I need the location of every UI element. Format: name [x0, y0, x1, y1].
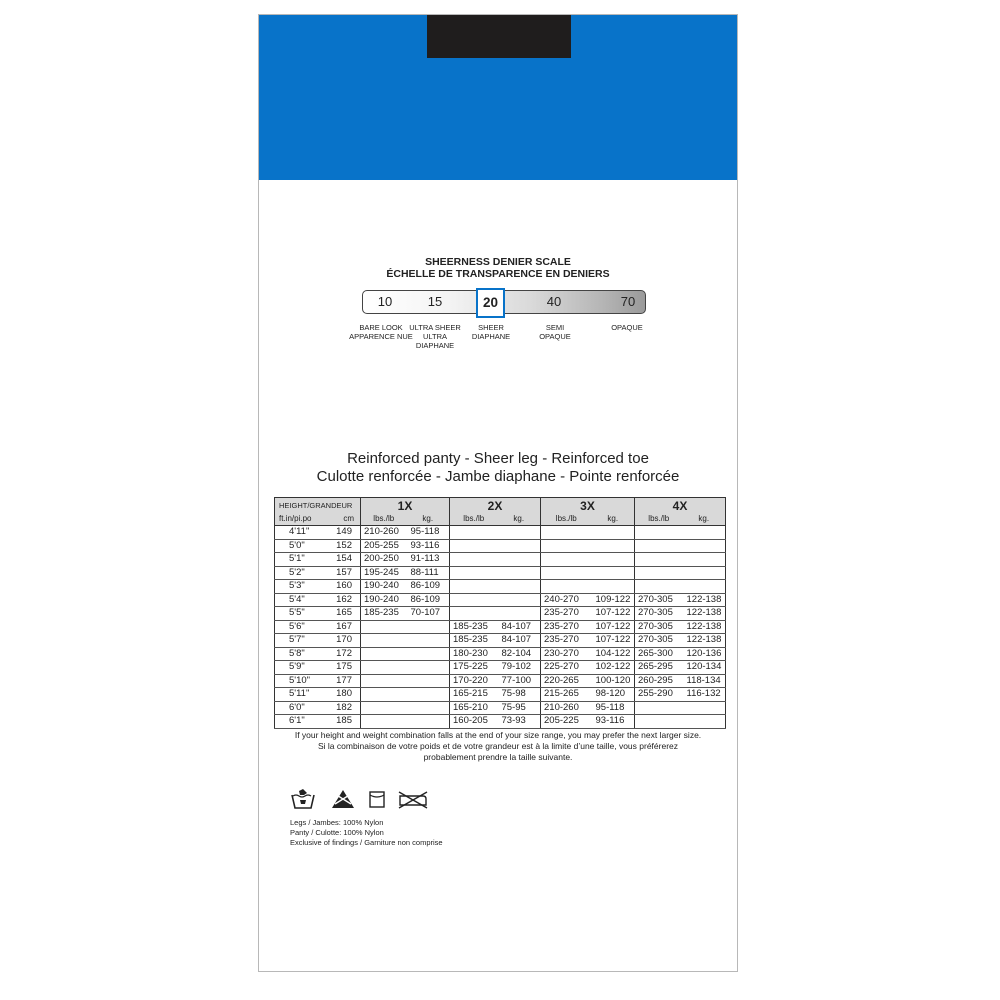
- fiber-content-panty: Panty / Culotte: 100% Nylon: [290, 828, 384, 837]
- table-cell: 5'10": [275, 674, 333, 688]
- table-row: [275, 661, 726, 675]
- denier-value: 70: [620, 294, 636, 309]
- table-cell: 79-102: [498, 661, 541, 675]
- table-cell: [407, 620, 450, 634]
- table-cell: 255-290: [635, 688, 683, 702]
- table-title-fr: Culotte renforcée - Jambe diaphane - Pointe renforcée: [316, 468, 680, 485]
- table-cell: 95-118: [407, 526, 450, 540]
- table-cell: 210-260: [361, 526, 407, 540]
- denier-value: 15: [427, 294, 443, 309]
- scale-title-fr: ÉCHELLE DE TRANSPARENCE EN DENIERS: [386, 268, 610, 280]
- table-row: [275, 580, 726, 594]
- table-cell: [407, 715, 450, 729]
- table-cell: [635, 580, 683, 594]
- table-cell: 160-205: [450, 715, 498, 729]
- table-row: [275, 674, 726, 688]
- table-cell: [450, 566, 498, 580]
- table-cell: 190-240: [361, 580, 407, 594]
- table-cell: [635, 715, 683, 729]
- table-cell: 75-98: [498, 688, 541, 702]
- table-cell: 195-245: [361, 566, 407, 580]
- table-cell: 118-134: [683, 674, 726, 688]
- table-cell: 180: [333, 688, 361, 702]
- table-cell: 70-107: [407, 607, 450, 621]
- table-cell: 165: [333, 607, 361, 621]
- table-cell: [498, 553, 541, 567]
- table-cell: [450, 580, 498, 594]
- table-row: [275, 620, 726, 634]
- table-row: [275, 701, 726, 715]
- denier-value: 10: [377, 294, 393, 309]
- blue-header-band: [259, 15, 737, 180]
- table-cell: [541, 580, 592, 594]
- kg-header: kg.: [407, 513, 450, 526]
- table-cell: [592, 566, 635, 580]
- table-cell: 235-270: [541, 607, 592, 621]
- table-cell: [407, 688, 450, 702]
- table-cell: 84-107: [498, 620, 541, 634]
- do-not-iron-icon: [397, 788, 429, 810]
- table-cell: 235-270: [541, 620, 592, 634]
- table-cell: 107-122: [592, 607, 635, 621]
- table-cell: [683, 715, 726, 729]
- table-cell: 205-255: [361, 539, 407, 553]
- table-cell: [635, 566, 683, 580]
- scale-title-en: SHEERNESS DENIER SCALE: [425, 256, 571, 268]
- table-cell: [407, 647, 450, 661]
- table-row: [275, 647, 726, 661]
- table-cell: 167: [333, 620, 361, 634]
- table-cell: 5'4": [275, 593, 333, 607]
- table-cell: 185-235: [450, 634, 498, 648]
- table-cell: 5'1": [275, 553, 333, 567]
- kg-header: kg.: [592, 513, 635, 526]
- table-cell: 265-300: [635, 647, 683, 661]
- table-cell: 270-305: [635, 593, 683, 607]
- table-row: [275, 634, 726, 648]
- table-cell: 86-109: [407, 593, 450, 607]
- table-cell: 122-138: [683, 620, 726, 634]
- table-cell: [683, 526, 726, 540]
- denier-scale-bar: [362, 290, 646, 314]
- bleach-icon: [330, 788, 356, 810]
- table-cell: [407, 634, 450, 648]
- table-title-en: Reinforced panty - Sheer leg - Reinforced toe: [347, 450, 649, 467]
- table-row: [275, 715, 726, 729]
- table-cell: 73-93: [498, 715, 541, 729]
- table-cell: 6'1": [275, 715, 333, 729]
- table-cell: [498, 593, 541, 607]
- hand-wash-icon: [290, 788, 316, 810]
- table-row: [275, 607, 726, 621]
- table-cell: 180-230: [450, 647, 498, 661]
- table-cell: 5'11": [275, 688, 333, 702]
- table-cell: 91-113: [407, 553, 450, 567]
- table-cell: 5'0": [275, 539, 333, 553]
- kg-header: kg.: [683, 513, 726, 526]
- table-cell: 270-305: [635, 634, 683, 648]
- table-cell: [541, 526, 592, 540]
- table-cell: 210-260: [541, 701, 592, 715]
- table-cell: [407, 661, 450, 675]
- table-cell: 225-270: [541, 661, 592, 675]
- table-cell: 116-132: [683, 688, 726, 702]
- table-cell: [683, 701, 726, 715]
- size-header: 2X: [450, 498, 541, 514]
- denier-label: BARE LOOK APPARENCE NUE: [349, 323, 413, 341]
- size-chart-table: [274, 497, 726, 729]
- table-cell: [361, 688, 407, 702]
- table-cell: 182: [333, 701, 361, 715]
- height-header: HEIGHT/GRANDEUR: [275, 498, 361, 514]
- table-cell: 98-120: [592, 688, 635, 702]
- table-cell: [450, 526, 498, 540]
- table-cell: 152: [333, 539, 361, 553]
- color-swatch: [427, 15, 571, 58]
- ftin-header: ft.in/pi.po: [275, 513, 333, 526]
- table-cell: 165-215: [450, 688, 498, 702]
- fiber-exclusion: Exclusive of findings / Garniture non comprise: [290, 838, 443, 847]
- table-cell: 200-250: [361, 553, 407, 567]
- table-cell: [498, 607, 541, 621]
- table-cell: 120-134: [683, 661, 726, 675]
- lbs-header: lbs./lb: [541, 513, 592, 526]
- table-row: [275, 566, 726, 580]
- table-cell: [361, 661, 407, 675]
- table-cell: [635, 553, 683, 567]
- table-cell: [498, 580, 541, 594]
- table-cell: [683, 566, 726, 580]
- table-cell: [450, 539, 498, 553]
- kg-header: kg.: [498, 513, 541, 526]
- table-cell: 5'5": [275, 607, 333, 621]
- table-cell: 185: [333, 715, 361, 729]
- table-cell: 5'2": [275, 566, 333, 580]
- table-cell: [541, 539, 592, 553]
- size-note-fr-2: probablement prendre la taille suivante.: [423, 752, 573, 762]
- table-cell: 122-138: [683, 634, 726, 648]
- table-cell: [450, 607, 498, 621]
- table-cell: 260-295: [635, 674, 683, 688]
- table-cell: 265-295: [635, 661, 683, 675]
- table-row: [275, 539, 726, 553]
- table-cell: [683, 539, 726, 553]
- denier-label: OPAQUE: [611, 323, 643, 332]
- table-row: [275, 593, 726, 607]
- table-cell: [361, 620, 407, 634]
- table-cell: [498, 566, 541, 580]
- table-cell: [361, 647, 407, 661]
- table-cell: 122-138: [683, 593, 726, 607]
- table-cell: 104-122: [592, 647, 635, 661]
- table-cell: 84-107: [498, 634, 541, 648]
- table-cell: 100-120: [592, 674, 635, 688]
- table-cell: 107-122: [592, 620, 635, 634]
- denier-value-selected: 20: [476, 288, 505, 318]
- table-cell: 88-111: [407, 566, 450, 580]
- table-cell: 240-270: [541, 593, 592, 607]
- table-cell: 120-136: [683, 647, 726, 661]
- table-cell: [635, 539, 683, 553]
- table-cell: [592, 580, 635, 594]
- table-cell: 175-225: [450, 661, 498, 675]
- package-back: [258, 14, 738, 972]
- table-cell: 235-270: [541, 634, 592, 648]
- table-cell: 5'7": [275, 634, 333, 648]
- table-cell: 162: [333, 593, 361, 607]
- table-cell: 172: [333, 647, 361, 661]
- table-cell: [683, 553, 726, 567]
- table-cell: 93-116: [592, 715, 635, 729]
- table-cell: 190-240: [361, 593, 407, 607]
- table-cell: 107-122: [592, 634, 635, 648]
- table-cell: [498, 539, 541, 553]
- table-cell: 95-118: [592, 701, 635, 715]
- table-cell: 177: [333, 674, 361, 688]
- size-note-fr: Si la combinaison de votre poids et de votre grandeur est à la limite d’une taille, vous préférerez: [317, 741, 679, 751]
- table-cell: 109-122: [592, 593, 635, 607]
- table-cell: 5'8": [275, 647, 333, 661]
- table-row: [275, 526, 726, 540]
- tumble-dry-icon: [368, 788, 386, 810]
- table-cell: [361, 701, 407, 715]
- lbs-header: lbs./lb: [635, 513, 683, 526]
- table-cell: 154: [333, 553, 361, 567]
- table-cell: [361, 674, 407, 688]
- size-note-en: If your height and weight combination falls at the end of your size range, you may prefer the next larger size.: [294, 730, 702, 740]
- table-cell: 6'0": [275, 701, 333, 715]
- lbs-header: lbs./lb: [450, 513, 498, 526]
- table-cell: [361, 634, 407, 648]
- size-header: 1X: [361, 498, 450, 514]
- lbs-header: lbs./lb: [361, 513, 407, 526]
- table-cell: [541, 566, 592, 580]
- table-cell: [498, 526, 541, 540]
- table-cell: [592, 539, 635, 553]
- table-cell: 5'9": [275, 661, 333, 675]
- table-cell: 270-305: [635, 607, 683, 621]
- size-header: 4X: [635, 498, 726, 514]
- table-cell: 77-100: [498, 674, 541, 688]
- table-cell: 160: [333, 580, 361, 594]
- table-cell: [361, 715, 407, 729]
- table-cell: 170-220: [450, 674, 498, 688]
- table-cell: 122-138: [683, 607, 726, 621]
- table-cell: [407, 701, 450, 715]
- table-cell: 93-116: [407, 539, 450, 553]
- table-row: [275, 688, 726, 702]
- table-cell: 75-95: [498, 701, 541, 715]
- table-cell: [450, 593, 498, 607]
- table-cell: 157: [333, 566, 361, 580]
- size-header: 3X: [541, 498, 635, 514]
- table-cell: 220-265: [541, 674, 592, 688]
- table-cell: 215-265: [541, 688, 592, 702]
- table-cell: 175: [333, 661, 361, 675]
- cm-header: cm: [333, 513, 361, 526]
- table-cell: 5'6": [275, 620, 333, 634]
- table-cell: 170: [333, 634, 361, 648]
- table-cell: 230-270: [541, 647, 592, 661]
- table-cell: 185-235: [450, 620, 498, 634]
- fiber-content-legs: Legs / Jambes: 100% Nylon: [290, 818, 384, 827]
- denier-label: SEMI OPAQUE: [539, 323, 571, 341]
- denier-label: SHEER DIAPHANE: [471, 323, 511, 341]
- table-row: [275, 553, 726, 567]
- table-cell: [683, 580, 726, 594]
- table-cell: 86-109: [407, 580, 450, 594]
- table-cell: 185-235: [361, 607, 407, 621]
- table-cell: [407, 674, 450, 688]
- table-cell: [541, 553, 592, 567]
- table-cell: [592, 526, 635, 540]
- denier-value: 40: [546, 294, 562, 309]
- table-cell: 165-210: [450, 701, 498, 715]
- table-cell: 82-104: [498, 647, 541, 661]
- table-cell: [592, 553, 635, 567]
- table-cell: 5'3": [275, 580, 333, 594]
- table-cell: [450, 553, 498, 567]
- table-cell: 102-122: [592, 661, 635, 675]
- table-cell: 149: [333, 526, 361, 540]
- denier-label: ULTRA SHEER ULTRA DIAPHANE: [409, 323, 461, 350]
- table-cell: 4'11": [275, 526, 333, 540]
- table-cell: 205-225: [541, 715, 592, 729]
- table-cell: [635, 526, 683, 540]
- table-cell: 270-305: [635, 620, 683, 634]
- table-cell: [635, 701, 683, 715]
